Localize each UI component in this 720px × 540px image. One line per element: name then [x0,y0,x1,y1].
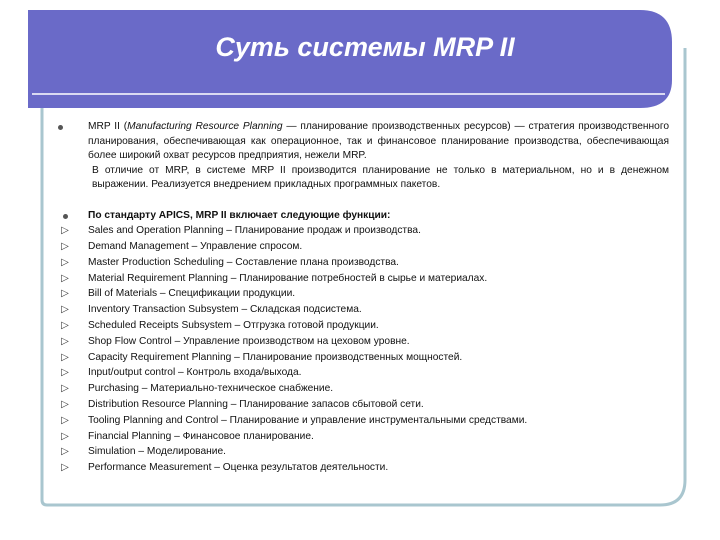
arrow-icon: ▷ [61,256,69,268]
list-item-text: Financial Planning – Финансовое планирование. [88,430,314,442]
slide-content [56,120,669,477]
list-item-text: Inventory Transaction Subsystem – Складская подсистема. [88,304,362,316]
list-item [56,398,669,414]
list-item [56,303,669,319]
list-item [56,461,669,477]
page-title: Суть системы MRP II [215,32,515,62]
dot-icon [58,120,72,136]
arrow-icon: ▷ [61,288,69,300]
intro-definition: — планирование производственных ресурсов) — стратегия производственного планирования, обеспечивающая как операционное, так и финансовое планирование производства, обеспечивающая более широкий охват ресурсов предприятия, нежели MRP. [88,121,669,161]
arrow-icon: ▷ [61,383,69,395]
list-item [56,366,669,382]
functions-list [56,224,669,477]
list-item-text: Sales and Operation Planning – Планирование продаж и производства. [88,225,421,237]
arrow-icon: ▷ [61,335,69,347]
list-item-text: Bill of Materials – Спецификации продукции. [88,288,296,300]
intro-paragraph: MRP II (Manufacturing Resource Planning — планирование производственных ресурсов) — стратегия производственного планирования, обеспечивающая как операционное, так и финансовое планирование производства, обеспечивающая более широкий охват ресурсов предприятия, нежели MRP. [56,120,669,164]
arrow-icon: ▷ [61,272,69,284]
list-item-text: Tooling Planning and Control – Планирование и управление инструментальными средствами. [88,414,528,426]
arrow-icon: ▷ [61,414,69,426]
list-item-text: Distribution Resource Planning – Планирование запасов сбытовой сети. [88,399,424,411]
arrow-icon: ▷ [61,430,69,442]
list-item [56,224,669,240]
list-item-text: Shop Flow Control – Управление производством на цеховом уровне. [88,335,410,347]
arrow-icon: ▷ [61,399,69,411]
arrow-icon: ▷ [61,304,69,316]
arrow-icon: ▷ [61,225,69,237]
list-item [56,382,669,398]
list-item-text: Simulation – Моделирование. [88,446,226,458]
intro-second-paragraph: В отличие от MRP, в системе MRP II производится планирование не только в материальном, но и в денежном выражении. Реализуется внедрением прикладных программных пакетов. [92,164,669,190]
arrow-icon: ▷ [61,367,69,379]
list-item [56,430,669,446]
list-item [56,351,669,367]
list-item-text: Input/output control – Контроль входа/выхода. [88,367,302,379]
list-item [56,335,669,351]
functions-heading [56,209,669,225]
list-item [56,445,669,461]
arrow-icon: ▷ [61,351,69,363]
dot-icon [58,209,72,225]
arrow-icon: ▷ [61,320,69,332]
list-item [56,319,669,335]
list-item-text: Master Production Scheduling – Составление плана производства. [88,256,399,268]
intro-term-full: Manufacturing Resource Planning [127,121,283,132]
list-item-text: Purchasing – Материально-техническое снабжение. [88,383,334,395]
list-item [56,287,669,303]
list-item-text: Performance Measurement – Оценка результатов деятельности. [88,462,389,474]
functions-heading-text: По стандарту APICS, MRP II включает следующие функции: [88,209,391,221]
list-item [56,240,669,256]
arrow-icon: ▷ [61,446,69,458]
list-item-text: Scheduled Receipts Subsystem – Отгрузка готовой продукции. [88,320,379,332]
list-item-text: Demand Management – Управление спросом. [88,241,303,253]
list-item [56,256,669,272]
list-item [56,272,669,288]
intro-term: MRP II [88,121,120,132]
list-item [56,414,669,430]
arrow-icon: ▷ [61,241,69,253]
list-item-text: Capacity Requirement Planning – Планирование производственных мощностей. [88,351,463,363]
list-item-text: Material Requirement Planning – Планирование потребностей в сырье и материалах. [88,272,488,284]
arrow-icon: ▷ [61,462,69,474]
